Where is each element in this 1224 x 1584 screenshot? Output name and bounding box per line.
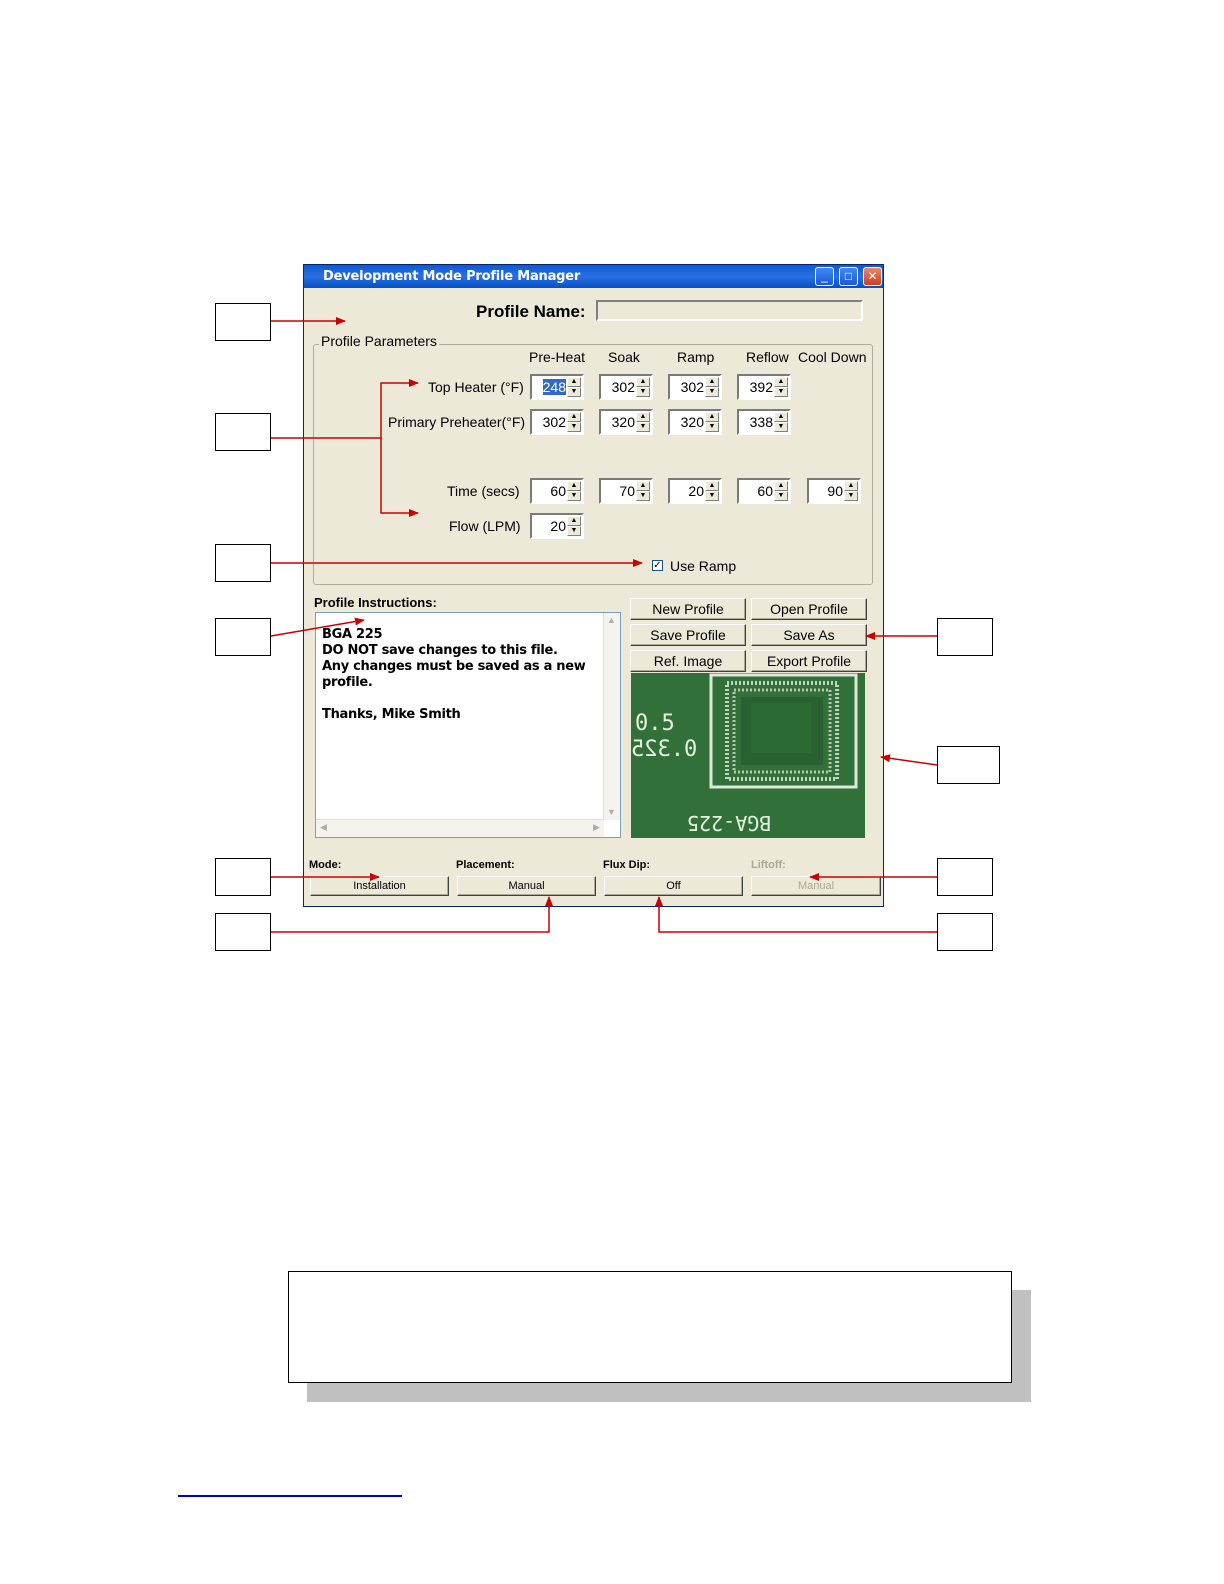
spin-up-icon[interactable]: ▲ xyxy=(774,481,788,491)
spinner-value: 70 xyxy=(619,483,635,499)
spin-down-icon[interactable]: ▼ xyxy=(705,387,719,397)
placement-label: Placement: xyxy=(456,859,515,871)
spin-down-icon[interactable]: ▼ xyxy=(774,387,788,397)
spin-up-icon[interactable]: ▲ xyxy=(636,377,650,387)
open-profile-button[interactable]: Open Profile xyxy=(751,598,867,620)
instructions-text: BGA 225 DO NOT save changes to this file. Any changes must be saved as a new profile. Thanks, Mike Smith xyxy=(322,627,586,722)
flow-label: Flow (LPM) xyxy=(449,518,521,534)
mode-button[interactable]: Installation xyxy=(310,876,449,896)
column-pre-heat: Pre-Heat xyxy=(529,349,586,365)
spin-up-icon[interactable]: ▲ xyxy=(705,377,719,387)
spin-up-icon[interactable]: ▲ xyxy=(636,481,650,491)
spinner-value: 320 xyxy=(680,414,704,430)
use-ramp-checkbox[interactable]: ✓ xyxy=(653,560,662,571)
column-ramp: Ramp xyxy=(677,349,715,365)
use-ramp-label: Use Ramp xyxy=(670,558,737,574)
pcb-label-0-5: 0.5 xyxy=(635,711,675,736)
profile-instructions-label: Profile Instructions: xyxy=(314,595,437,610)
spinner-value: 60 xyxy=(550,483,566,499)
arrow-flux-dip xyxy=(659,897,937,932)
spin-up-icon[interactable]: ▲ xyxy=(844,481,858,491)
minimize-button[interactable]: _ xyxy=(815,267,834,286)
footer-link-underline xyxy=(178,1495,402,1497)
profile-name-label: Profile Name: xyxy=(476,302,586,321)
liftoff-button: Manual xyxy=(751,876,881,896)
spin-up-icon[interactable]: ▲ xyxy=(705,481,719,491)
arrow-instructions xyxy=(271,620,364,636)
column-soak: Soak xyxy=(608,349,640,365)
placement-button[interactable]: Manual xyxy=(457,876,596,896)
save-as-button[interactable]: Save As xyxy=(751,624,867,646)
export-profile-button[interactable]: Export Profile xyxy=(751,650,867,672)
ref-image-button[interactable]: Ref. Image xyxy=(630,650,746,672)
flux-dip-button[interactable]: Off xyxy=(604,876,743,896)
spin-up-icon[interactable]: ▲ xyxy=(636,412,650,422)
spin-up-icon[interactable]: ▲ xyxy=(567,516,581,526)
spin-down-icon[interactable]: ▼ xyxy=(844,491,858,501)
time-label: Time (secs) xyxy=(447,483,520,499)
profile-parameters-legend: Profile Parameters xyxy=(321,333,437,349)
spinner-value: 392 xyxy=(749,379,773,395)
new-profile-button[interactable]: New Profile xyxy=(630,598,746,620)
pcb-label-0-325: 0.325 xyxy=(631,737,698,762)
spin-up-icon[interactable]: ▲ xyxy=(567,481,581,491)
spinner-value: 302 xyxy=(542,414,566,430)
scroll-down-icon[interactable]: ▼ xyxy=(607,807,616,817)
flux-dip-label: Flux Dip: xyxy=(603,859,651,871)
spinner-value: 20 xyxy=(688,483,704,499)
scroll-right-icon[interactable]: ▶ xyxy=(593,822,600,832)
scroll-left-icon[interactable]: ◀ xyxy=(320,822,327,832)
spinner-value: 302 xyxy=(611,379,635,395)
spin-down-icon[interactable]: ▼ xyxy=(567,526,581,536)
scroll-up-icon[interactable]: ▲ xyxy=(607,615,616,625)
pcb-label-bga-225: BGA-225 xyxy=(687,811,772,835)
arrow-flow xyxy=(381,438,418,513)
spin-down-icon[interactable]: ▼ xyxy=(636,491,650,501)
spin-down-icon[interactable]: ▼ xyxy=(567,491,581,501)
close-button[interactable]: ✕ xyxy=(863,267,882,286)
column-reflow: Reflow xyxy=(746,349,789,365)
spin-down-icon[interactable]: ▼ xyxy=(636,422,650,432)
column-cool-down: Cool Down xyxy=(798,349,867,365)
spinner-value: 302 xyxy=(680,379,704,395)
primary-preheater-label: Primary Preheater(°F) xyxy=(388,414,526,430)
liftoff-label: Liftoff: xyxy=(751,859,786,871)
arrow-placement xyxy=(271,897,549,932)
spinner-value: 320 xyxy=(611,414,635,430)
spin-up-icon[interactable]: ▲ xyxy=(774,377,788,387)
spin-down-icon[interactable]: ▼ xyxy=(774,491,788,501)
spinner-value: 60 xyxy=(757,483,773,499)
mode-label: Mode: xyxy=(309,859,342,871)
spin-down-icon[interactable]: ▼ xyxy=(705,491,719,501)
spin-up-icon[interactable]: ▲ xyxy=(705,412,719,422)
maximize-button[interactable]: □ xyxy=(839,267,858,286)
spinner-value: 20 xyxy=(550,518,566,534)
spinner-value: 338 xyxy=(749,414,773,430)
spin-up-icon[interactable]: ▲ xyxy=(774,412,788,422)
spin-down-icon[interactable]: ▼ xyxy=(636,387,650,397)
note-box xyxy=(288,1271,1012,1383)
window-title: Development Mode Profile Manager xyxy=(323,269,581,284)
spin-down-icon[interactable]: ▼ xyxy=(567,387,581,397)
arrow-reference-image xyxy=(881,757,937,765)
spin-up-icon[interactable]: ▲ xyxy=(567,377,581,387)
save-profile-button[interactable]: Save Profile xyxy=(630,624,746,646)
spin-down-icon[interactable]: ▼ xyxy=(567,422,581,432)
spin-up-icon[interactable]: ▲ xyxy=(567,412,581,422)
spinner-value: 248 xyxy=(542,379,566,395)
arrow-top-heater xyxy=(271,383,418,438)
spin-down-icon[interactable]: ▼ xyxy=(705,422,719,432)
top-heater-label: Top Heater (°F) xyxy=(428,379,524,395)
spinner-value: 90 xyxy=(827,483,843,499)
spin-down-icon[interactable]: ▼ xyxy=(774,422,788,432)
